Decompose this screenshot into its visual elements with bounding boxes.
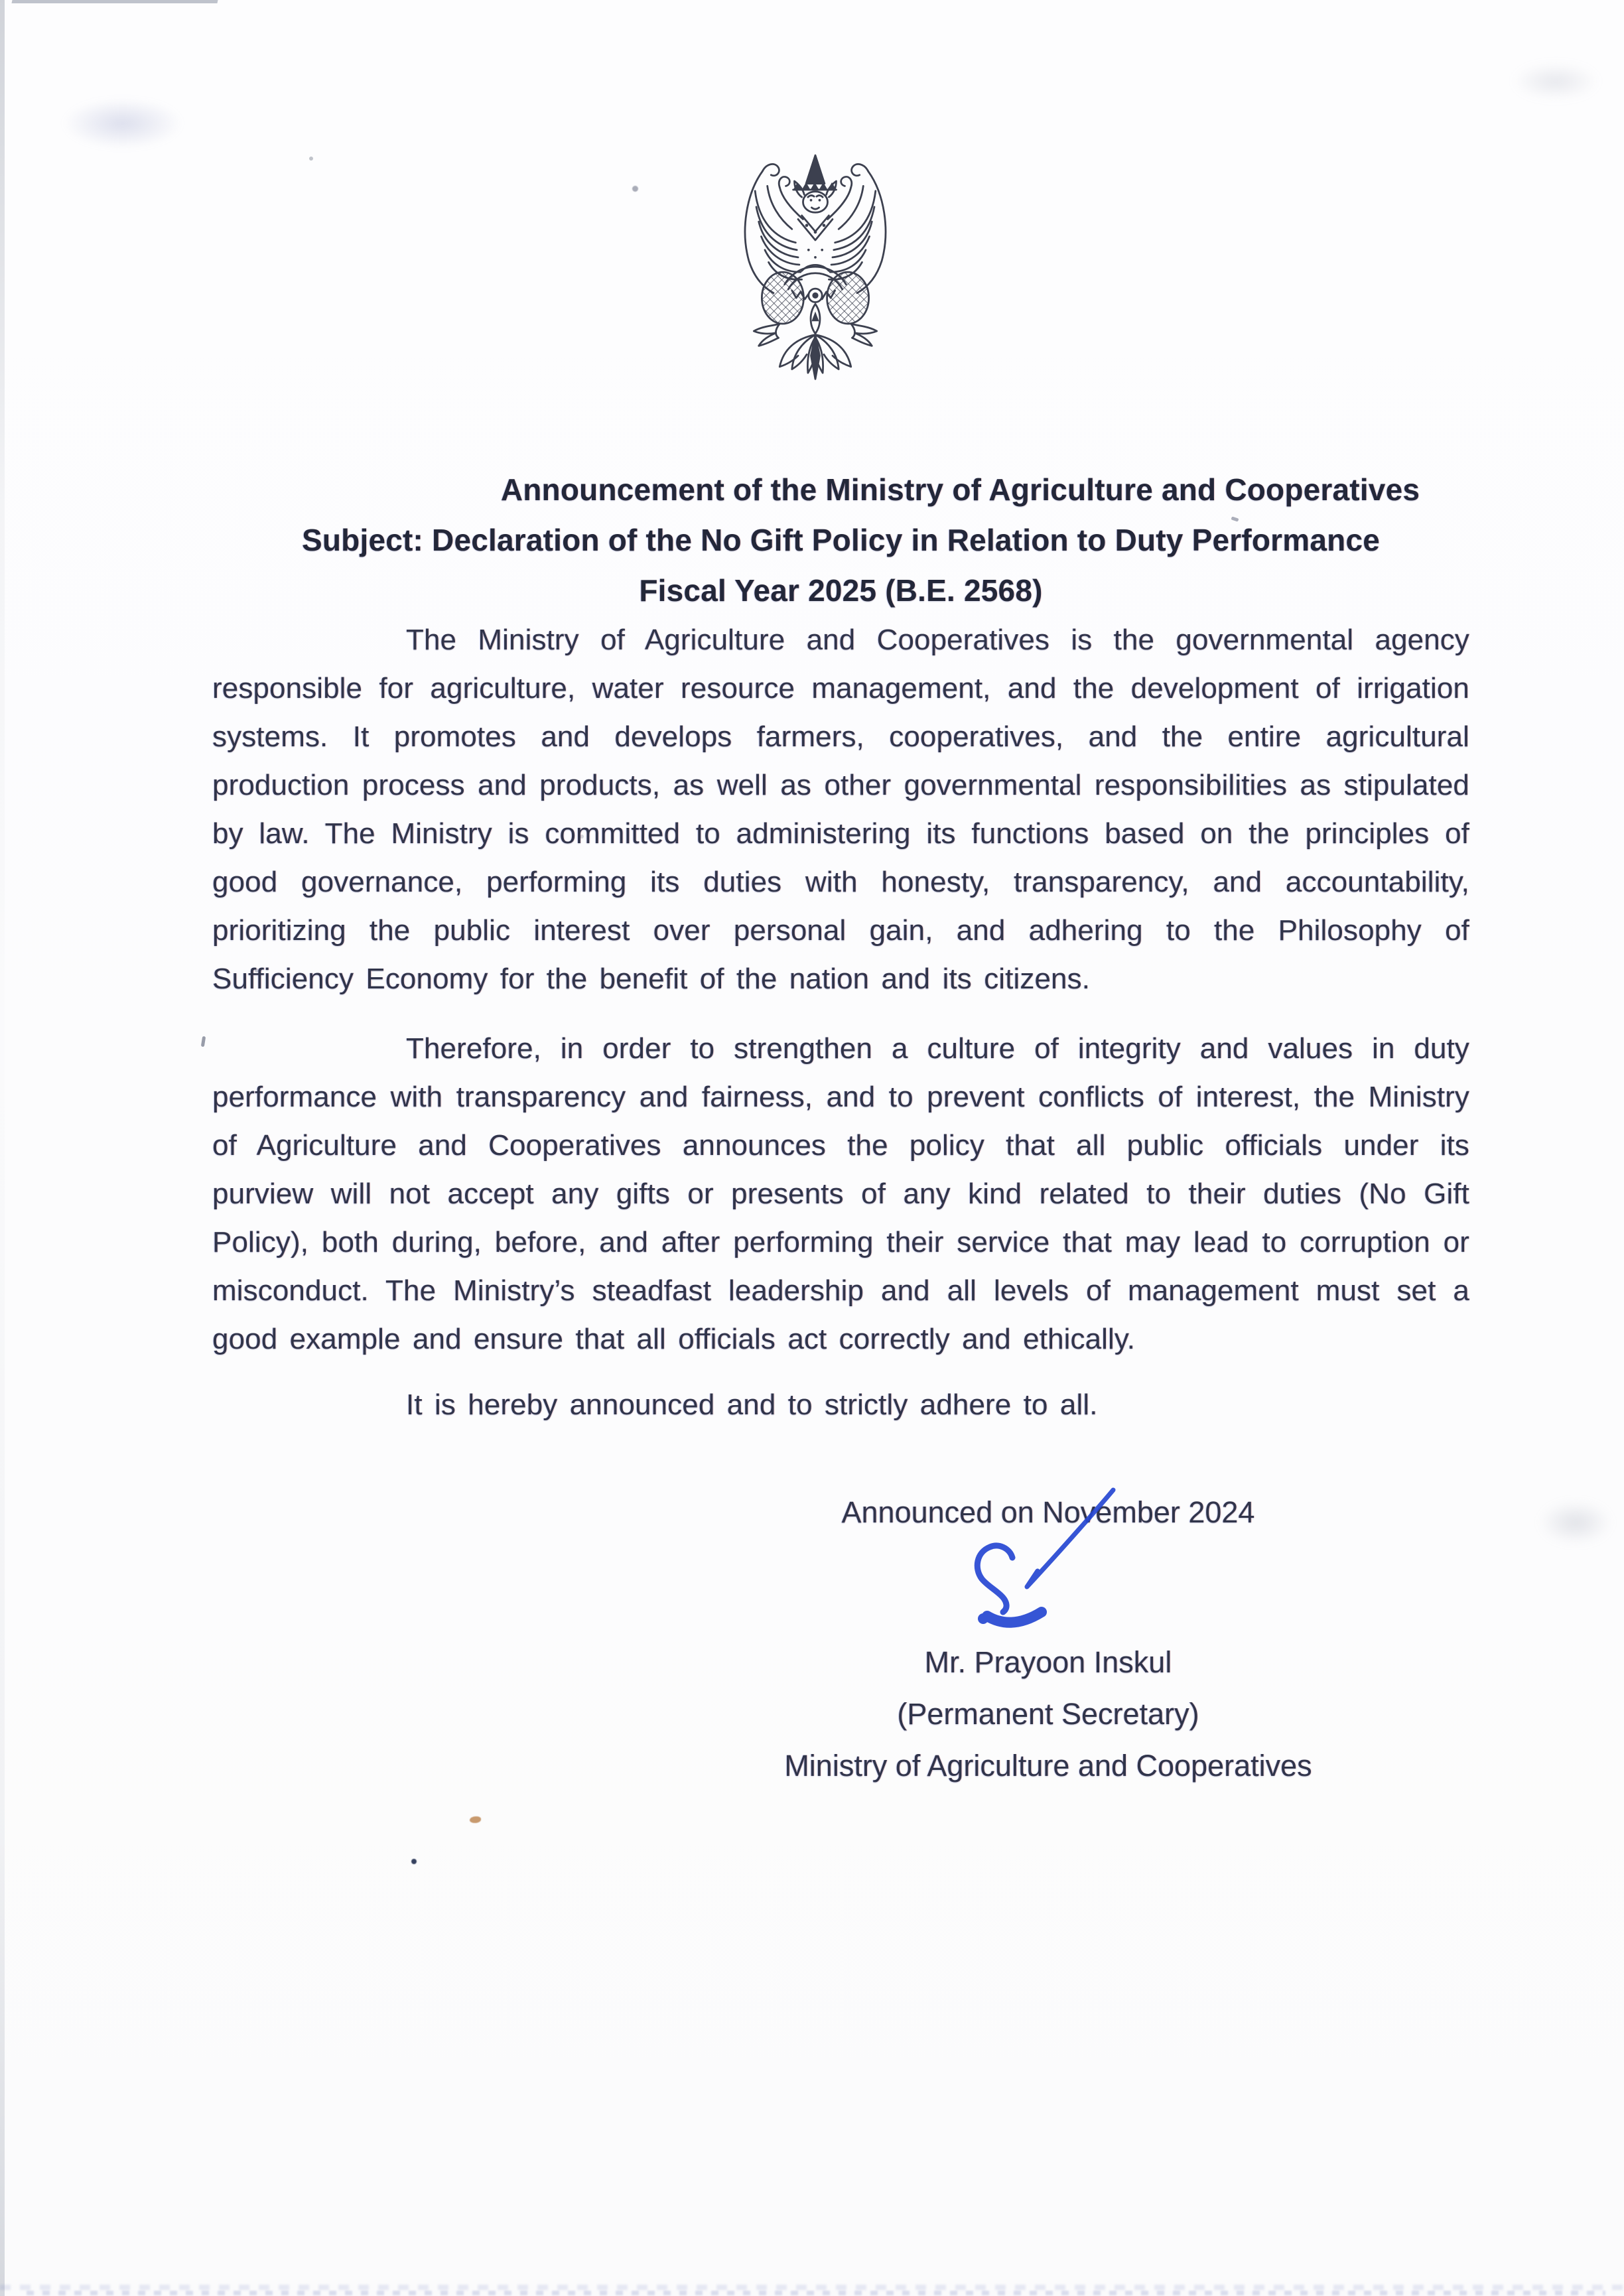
document-body [212, 616, 1469, 1450]
title-line-subject: Subject: Declaration of the No Gift Policy in Relation to Duty Performance [301, 523, 1381, 557]
paragraph-closing: It is hereby announced and to strictly adhere to all. [406, 1388, 1098, 1421]
garuda-emblem [723, 150, 908, 397]
scan-speck [632, 186, 638, 192]
signatory-title: (Permanent Secretary) [897, 1697, 1199, 1731]
scan-noise-bottom [27, 2291, 1605, 2295]
scan-smudge-top-right [1513, 63, 1599, 100]
scan-smudge-top-left [63, 98, 182, 149]
scan-noise-bottom [0, 2285, 1624, 2290]
signatory-name: Mr. Prayoon Inskul [924, 1645, 1172, 1679]
scan-edge-top [11, 0, 218, 3]
scan-speck [201, 1036, 206, 1047]
scan-smudge-right-middle [1539, 1501, 1612, 1544]
paragraph-ministry-overview: The Ministry of Agriculture and Cooperatives is the governmental agency responsible for agriculture, water resource management, and the development of irrigation systems. It promotes and develops farmers, cooperatives, and the entire agricultural production process and products, as well as other governmental responsibilities as stipulated by law. The Ministry is committed to administering its functions based on the principles of good governance, performing its duties with honesty, transparency, and accountability, prioritizing the public interest over personal gain, and adhering to the Philosophy of Sufficiency Economy for the benefit of the nation and its citizens. [212, 624, 1469, 995]
announcement-date: Announced on November 2024 [841, 1495, 1255, 1529]
scan-speck [309, 157, 313, 161]
scan-speck [411, 1859, 417, 1864]
title-line-announcement: Announcement of the Ministry of Agriculture and Cooperatives [500, 472, 1420, 507]
document-title [212, 464, 1469, 616]
signatory-organization: Ministry of Agriculture and Cooperatives [784, 1749, 1312, 1783]
signature-ink [949, 1478, 1121, 1637]
scan-speck [470, 1816, 481, 1823]
scan-edge-left [0, 0, 5, 2296]
paragraph-no-gift-policy: Therefore, in order to strengthen a culture of integrity and values in duty performance with transparency and fairness, and to prevent conflicts of interest, the Ministry of Agriculture and Cooperatives announces the policy that all public officials under its purview will not accept any gifts or presents of any kind related to their duties (No Gift Policy), both during, before, and after performing their service that may lead to corruption or misconduct. The Ministry’s steadfast leadership and all levels of management must set a good example and ensure that all officials act correctly and ethically. [212, 1032, 1469, 1355]
title-line-fiscal-year: Fiscal Year 2025 (B.E. 2568) [639, 573, 1043, 608]
